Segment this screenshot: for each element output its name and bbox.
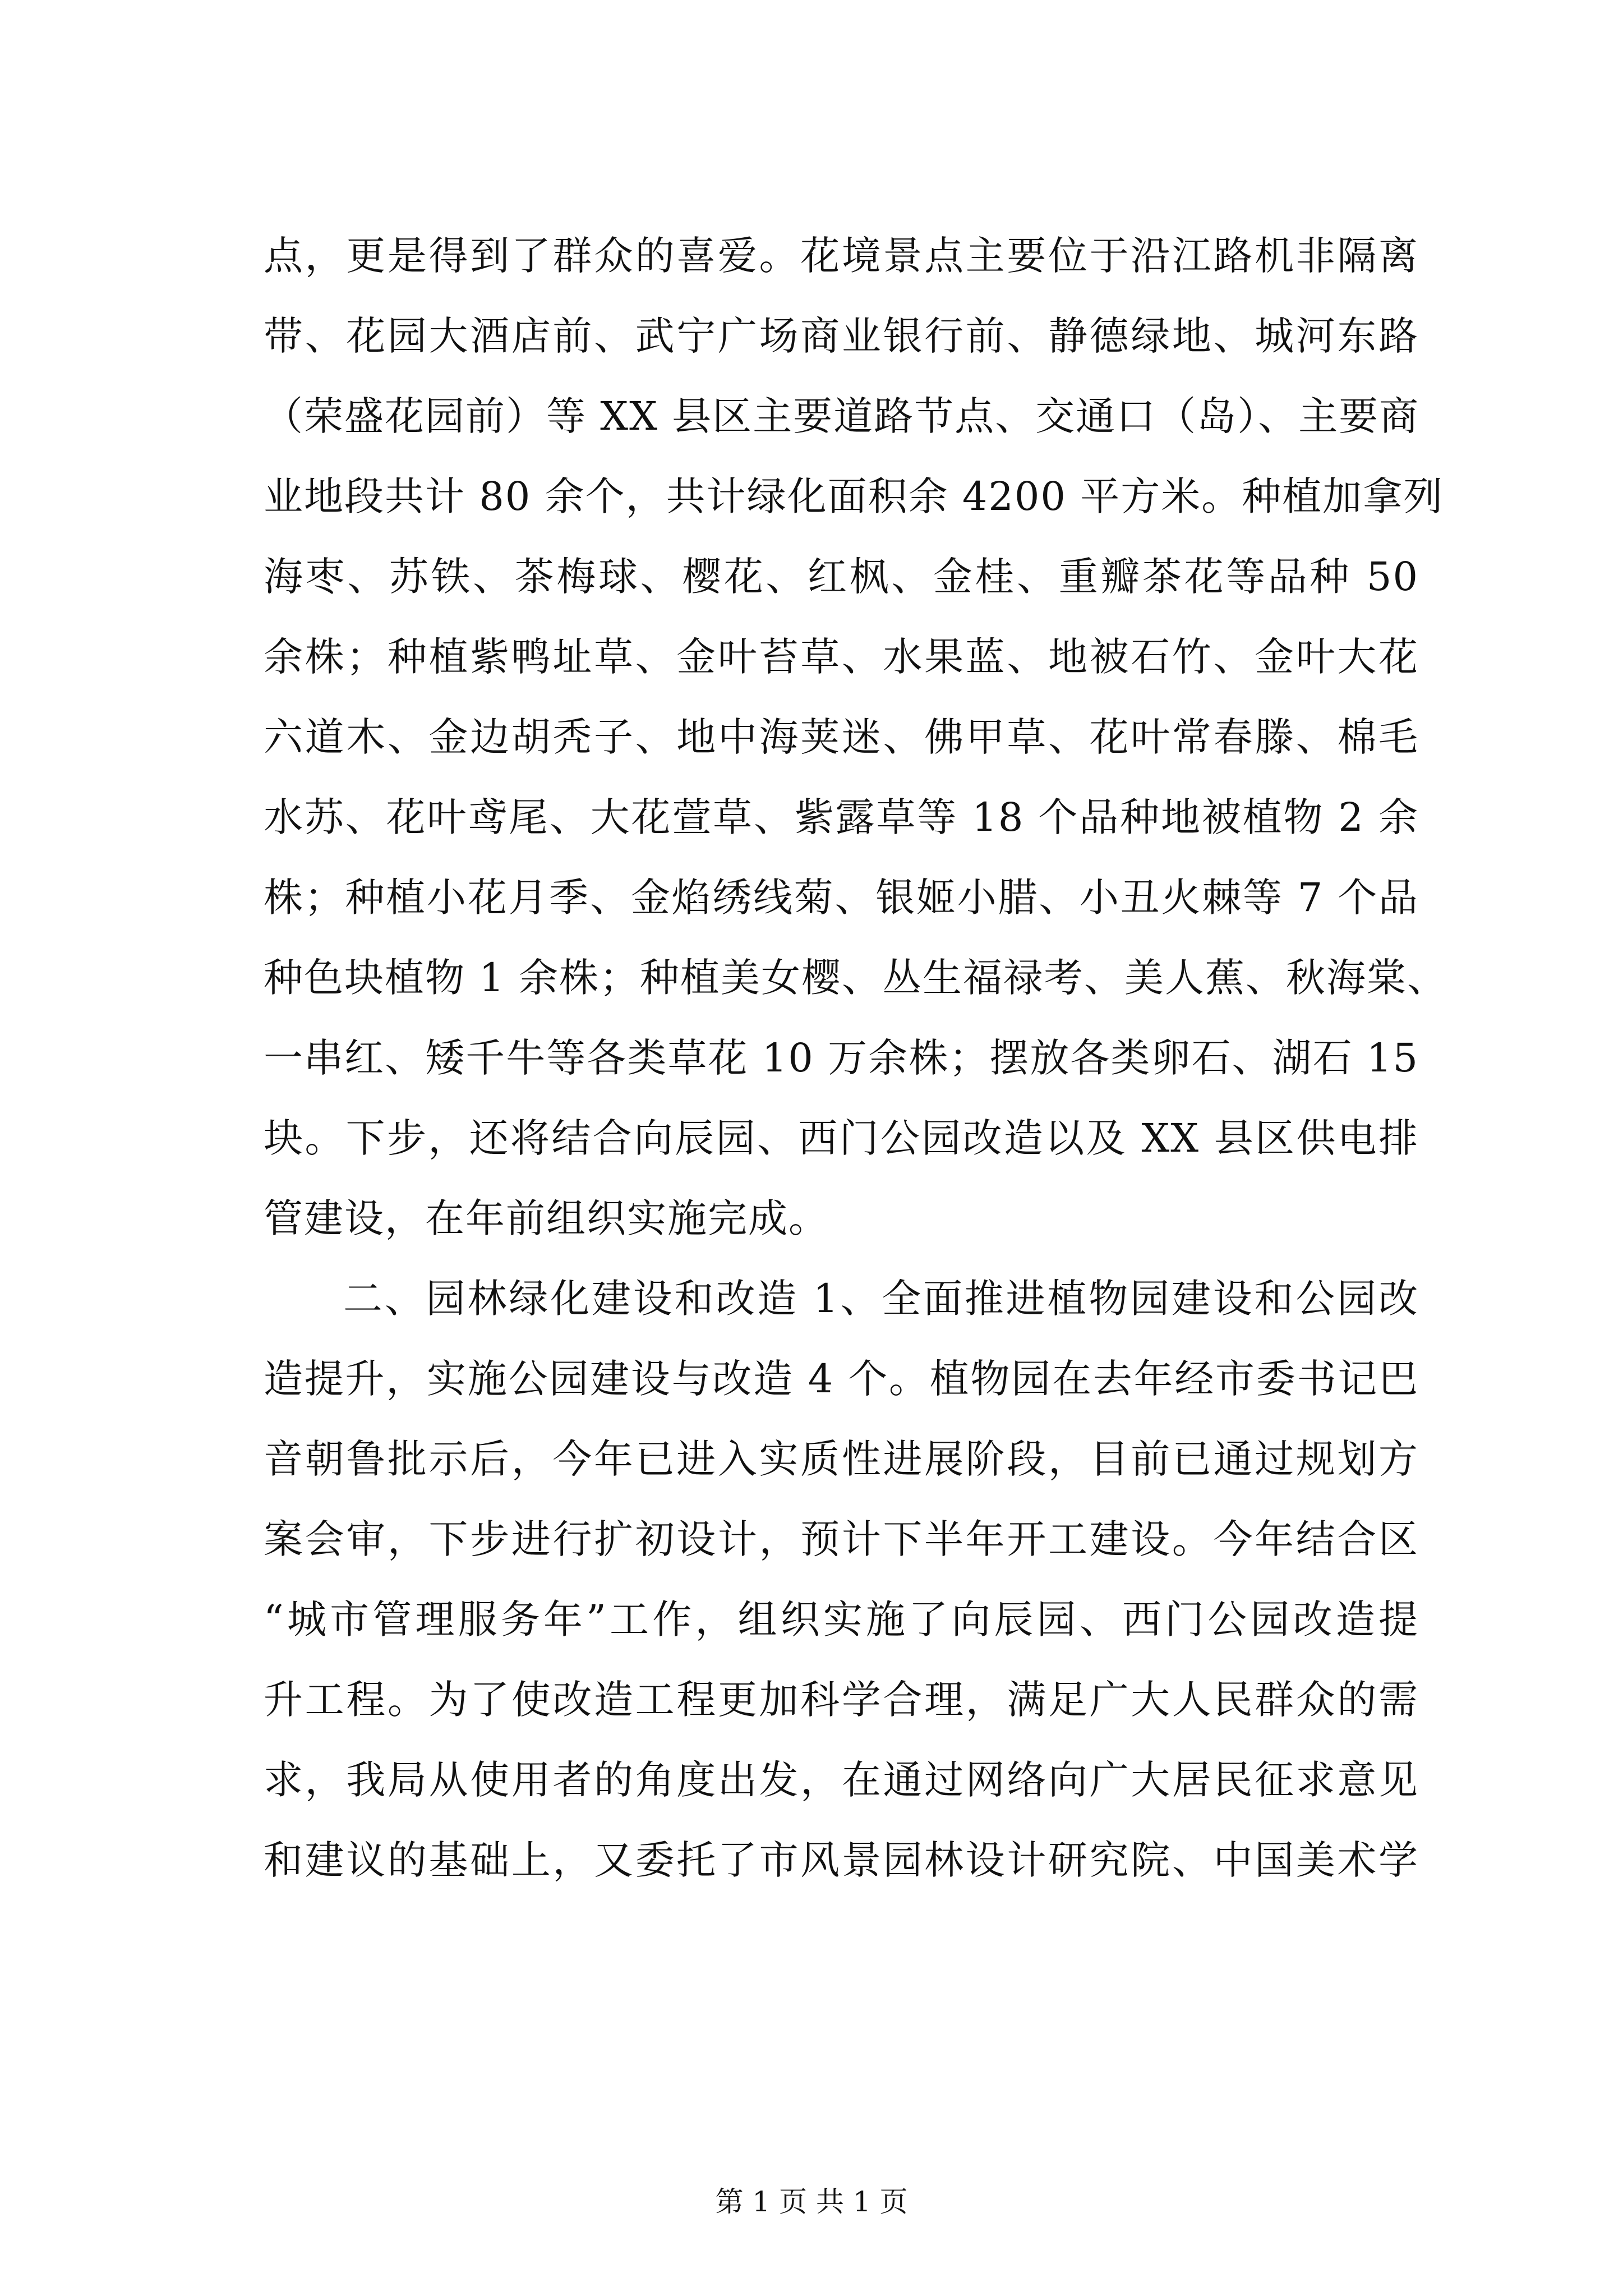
text-line: （荣盛花园前）等 XX 县区主要道路节点、交通口（岛）、主要商 bbox=[264, 393, 1420, 439]
page-number: 第 1 页 共 1 页 bbox=[715, 2185, 908, 2218]
text-line: 求，我局从使用者的角度出发，在通过网络向广大居民征求意见 bbox=[264, 1757, 1419, 1803]
text-line: 二、园林绿化建设和改造 1、全面推进植物园建设和公园改 bbox=[343, 1276, 1419, 1322]
text-line: 株；种植小花月季、金焰绣线菊、银姬小腊、小丑火棘等 7 个品 bbox=[264, 875, 1419, 921]
text-line: 海枣、苏铁、茶梅球、樱花、红枫、金桂、重瓣茶花等品种 50 bbox=[264, 554, 1419, 600]
body-text bbox=[264, 216, 1448, 1901]
text-line: 和建议的基础上，又委托了市风景园林设计研究院、中国美术学 bbox=[264, 1837, 1419, 1883]
text-line: 音朝鲁批示后，今年已进入实质性进展阶段，目前已通过规划方 bbox=[264, 1436, 1419, 1482]
page-footer bbox=[0, 2185, 1623, 2219]
text-line: 升工程。为了使改造工程更加科学合理，满足广大人民群众的需 bbox=[264, 1677, 1419, 1723]
text-line: “城市管理服务年”工作，组织实施了向辰园、西门公园改造提 bbox=[264, 1596, 1419, 1642]
text-line: 一串红、矮千牛等各类草花 10 万余株；摆放各类卵石、湖石 15 bbox=[264, 1035, 1419, 1081]
text-line: 带、花园大酒店前、武宁广场商业银行前、静德绿地、城河东路 bbox=[264, 313, 1419, 359]
paragraph-2 bbox=[264, 1259, 1419, 1901]
text-line: 水苏、花叶鸢尾、大花萱草、紫露草等 18 个品种地被植物 2 余 bbox=[264, 794, 1419, 840]
text-line: 业地段共计 80 余个，共计绿化面积余 4200 平方米。种植加拿列 bbox=[264, 473, 1444, 519]
text-line: 块。下步，还将结合向辰园、西门公园改造以及 XX 县区供电排 bbox=[264, 1115, 1419, 1161]
paragraph-1 bbox=[264, 216, 1448, 1259]
text-line: 余株；种植紫鸭址草、金叶苔草、水果蓝、地被石竹、金叶大花 bbox=[264, 634, 1419, 680]
text-line: 造提升，实施公园建设与改造 4 个。植物园在去年经市委书记巴 bbox=[264, 1356, 1419, 1402]
text-line: 管建设，在年前组织实施完成。 bbox=[264, 1195, 829, 1241]
text-line: 点，更是得到了群众的喜爱。花境景点主要位于沿江路机非隔离 bbox=[264, 233, 1419, 279]
text-line: 案会审，下步进行扩初设计，预计下半年开工建设。今年结合区 bbox=[264, 1516, 1419, 1562]
text-line: 六道木、金边胡秃子、地中海荚迷、佛甲草、花叶常春滕、棉毛 bbox=[264, 714, 1419, 760]
text-line: 种色块植物 1 余株；种植美女樱、丛生福禄考、美人蕉、秋海棠、 bbox=[264, 955, 1448, 1001]
